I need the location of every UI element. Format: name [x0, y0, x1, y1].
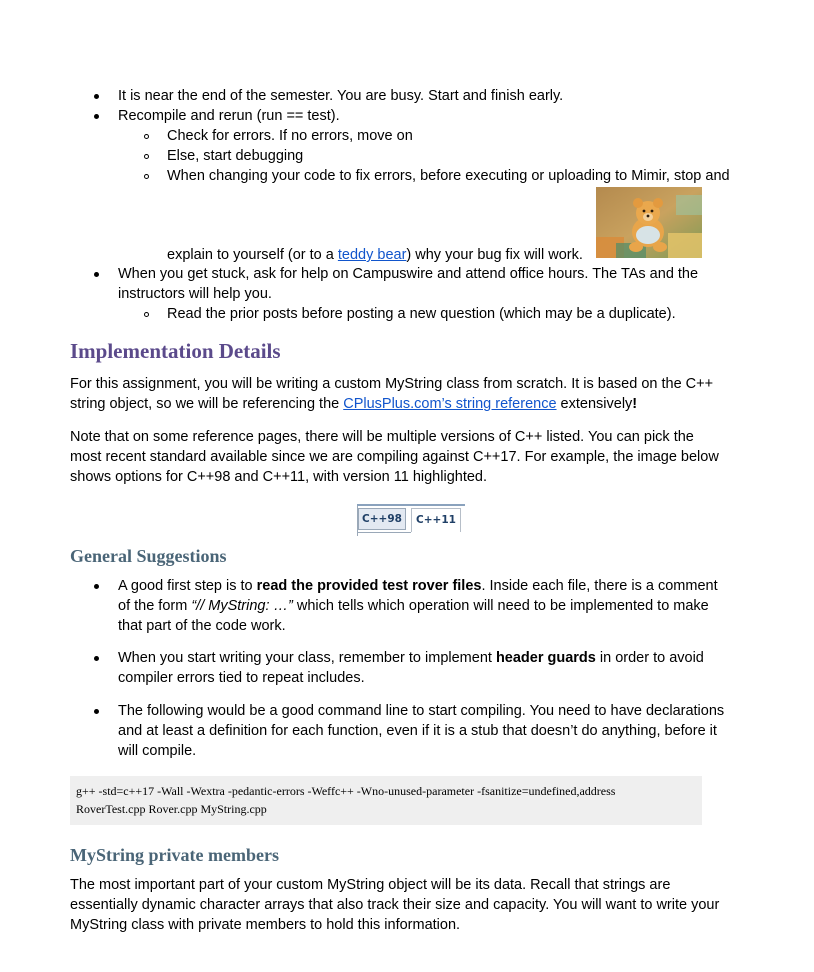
general-suggestions-heading: General Suggestions	[70, 546, 227, 566]
bullet-dot	[94, 114, 99, 119]
bullet-dot	[94, 656, 99, 661]
bullet-dot	[94, 272, 99, 277]
suggestion1-line1	[118, 576, 718, 596]
tip-check-errors: Check for errors. If no errors, move on	[167, 128, 413, 144]
suggestion1-l2-post: which tells which operation will need to be implemented to make	[292, 598, 709, 614]
sub-bullet-circle	[144, 154, 149, 159]
tip-get-help-line1: When you get stuck, ask for help on Campuswire and attend office hours. The TAs and the	[118, 266, 699, 282]
suggestion2-post: in order to avoid	[595, 650, 704, 666]
tab-cpp98: C++98	[358, 508, 406, 530]
sub-bullet-circle	[144, 134, 149, 139]
tabs-baseline	[357, 532, 411, 533]
sub-bullet-circle	[144, 174, 149, 179]
impl-p1-line2	[70, 394, 637, 414]
blurred-block	[668, 233, 702, 258]
private-members-line2: essentially dynamic character arrays that also track their size and capacity. You will want to write your	[70, 897, 720, 913]
tip-start-early: It is near the end of the semester. You are busy. Start and finish early.	[118, 88, 564, 104]
impl-p1-line1: For this assignment, you will be writing a custom MyString class from scratch. It is based on the C++	[70, 376, 714, 392]
suggestion1-quote: “// MyString: …”	[191, 598, 293, 614]
impl-p1-pre: string object, so we will be referencing the	[70, 396, 344, 412]
impl-p2-line1: Note that on some reference pages, there will be multiple versions of C++ listed. You can pick the	[70, 429, 694, 445]
compile-command-block	[70, 776, 702, 825]
cplusplus-string-reference-link[interactable]: CPlusPlus.com’s string reference	[343, 396, 557, 412]
suggestion2-pre: When you start writing your class, remember to implement	[118, 650, 496, 666]
suggestion3-line3: will compile.	[118, 743, 197, 759]
suggestion3-line2: and at least a definition for each function, even if it is a stub that doesn’t do anything, before it	[118, 723, 717, 739]
private-members-line3: MyString class with private members to hold this information.	[70, 917, 461, 933]
implementation-heading: Implementation Details	[70, 339, 281, 363]
blurred-block	[676, 195, 702, 215]
teddy-bear-image	[596, 187, 702, 258]
private-members-heading: MyString private members	[70, 845, 279, 865]
tip-explain-line2	[167, 245, 583, 265]
tip-start-debugging: Else, start debugging	[167, 148, 304, 164]
tip-explain-line1: When changing your code to fix errors, before executing or uploading to Mimir, stop and	[167, 168, 730, 184]
suggestion1-post: . Inside each file, there is a comment	[481, 578, 718, 594]
suggestion2-line2: compiler errors tied to repeat includes.	[118, 670, 365, 686]
bullet-dot	[94, 584, 99, 589]
sub-bullet-circle	[144, 312, 149, 317]
tip-read-prior-posts: Read the prior posts before posting a new question (which may be a duplicate).	[167, 306, 676, 322]
suggestion1-l2-pre: of the form	[118, 598, 192, 614]
suggestion2-bold: header guards	[495, 650, 596, 666]
suggestion1-line2	[118, 596, 709, 616]
suggestion2-line1	[118, 648, 704, 668]
impl-p1-exclamation: !	[632, 396, 638, 412]
compile-command-line2: RoverTest.cpp Rover.cpp MyString.cpp	[76, 802, 267, 816]
private-members-line1: The most important part of your custom MyString object will be its data. Recall that strings are	[70, 877, 671, 893]
suggestion1-bold: read the provided test rover files	[256, 578, 482, 594]
tabs-left-edge	[357, 506, 358, 536]
suggestion3-line1: The following would be a good command line to start compiling. You need to have declarations	[118, 703, 725, 719]
impl-p2-line2: most recent standard available since we are compiling against C++17. For example, the image below	[70, 449, 719, 465]
bullet-dot	[94, 94, 99, 99]
impl-p1-post: extensively	[556, 396, 633, 412]
compile-command-line1: g++ -std=c++17 -Wall -Wextra -pedantic-errors -Weffc++ -Wno-unused-parameter -fsanitize=undefined,address	[76, 784, 616, 798]
tabs-top-border	[357, 504, 465, 506]
tip-recompile: Recompile and rerun (run == test).	[118, 108, 340, 124]
cpp-version-tabs-image	[357, 504, 465, 536]
tip-get-help-line2: instructors will help you.	[118, 286, 272, 302]
suggestion1-pre: A good first step is to	[118, 578, 257, 594]
suggestion1-line3: that part of the code work.	[118, 618, 286, 634]
teddy-bear	[629, 198, 667, 252]
bullet-dot	[94, 709, 99, 714]
tab-cpp11: C++11	[411, 508, 461, 532]
tip-explain-post: ) why your bug fix will work.	[406, 247, 583, 263]
impl-p2-line3: shows options for C++98 and C++11, with version 11 highlighted.	[70, 469, 488, 485]
tip-explain-pre: explain to yourself (or to a	[167, 247, 338, 263]
teddy-bear-link[interactable]: teddy bear	[337, 247, 407, 263]
